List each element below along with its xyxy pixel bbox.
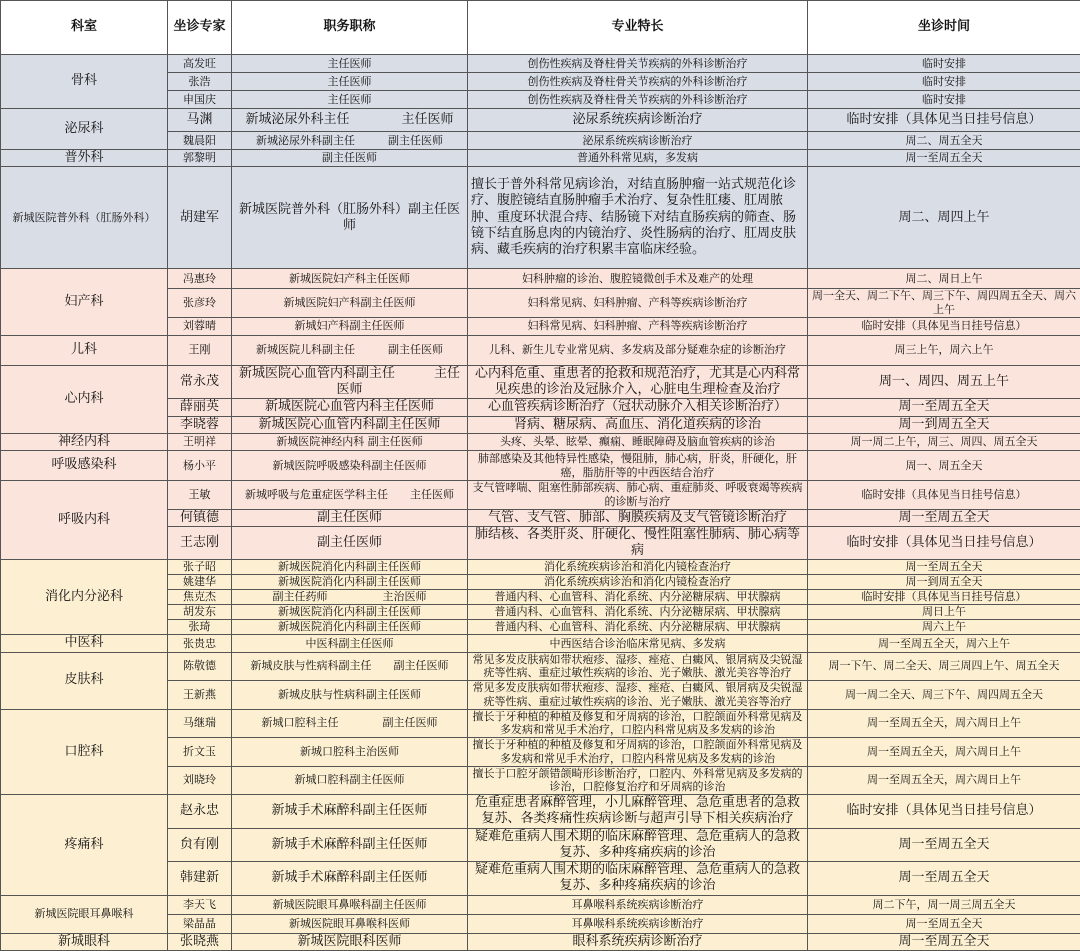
specialty-cell: 擅长于牙种植的种植及修复和牙周病的诊治，口腔颌面外科常见病及多发病和常见手术治疗，口腔内科常见病及多发病的诊治: [468, 738, 808, 767]
table-row: [1, 365, 1080, 399]
position-title-cell: 新城皮肤与性病科副主任 副主任医师: [232, 652, 468, 681]
expert-name-cell: 王明祥: [168, 433, 232, 450]
table-row: [1, 795, 1080, 829]
department-cell: 妇产科: [1, 269, 168, 336]
table-row: [1, 269, 1080, 289]
position-title-cell: 新城医院消化内科副主任医师: [232, 575, 468, 590]
department-cell: 新城医院普外科（肛肠外科）: [1, 167, 168, 269]
department-cell: 新城医院眼耳鼻喉科: [1, 895, 168, 933]
position-title-cell: 新城医院神经内科 副主任医师: [232, 433, 468, 450]
table-row: [1, 150, 1080, 167]
department-cell: 儿科: [1, 335, 168, 365]
position-title-cell: 新城口腔科副主任医师: [232, 766, 468, 795]
expert-name-cell: 张浩: [168, 73, 232, 91]
schedule-time-cell: 临时安排（具体见当日挂号信息）: [808, 481, 1080, 510]
expert-name-cell: 高发旺: [168, 55, 232, 73]
expert-name-cell: 张彦玲: [168, 289, 232, 318]
header-title: 职务职称: [232, 1, 468, 55]
expert-name-cell: 王志刚: [168, 526, 232, 560]
department-cell: 呼吸内科: [1, 481, 168, 560]
department-cell: 疼痛科: [1, 795, 168, 896]
specialty-cell: 常见多发皮肤病如带状疱疹、湿疹、痤疮、白癜风、银屑病及尖锐湿疣等性病、重症过敏性疾病的诊治、光子嫩肤、激光美容等治疗: [468, 652, 808, 681]
table-row: [1, 167, 1080, 269]
specialty-cell: 耳鼻喉科系统疾病诊断治疗: [468, 914, 808, 933]
table-row: [1, 709, 1080, 738]
schedule-time-cell: 周一到周五全天: [808, 416, 1080, 433]
schedule-time-cell: 临时安排（具体见当日挂号信息）: [808, 526, 1080, 560]
specialty-cell: 擅长于普外科常见病诊治，对结直肠肿瘤一站式规范化诊疗、腹腔镜结直肠肿瘤手术治疗、复杂性肛瘘、肛周脓肿、重度环状混合痔、结肠镜下对结直肠疾病的筛查、肠镜下结直肠息肉的内镜治疗、炎性肠病的治疗、肛周皮肤病、藏毛疾病的治疗积累丰富临床经验。: [468, 167, 808, 269]
expert-name-cell: 刘蓉晴: [168, 317, 232, 335]
expert-name-cell: 张琦: [168, 620, 232, 635]
expert-name-cell: 李晓蓉: [168, 416, 232, 433]
position-title-cell: 新城妇产科副主任医师: [232, 317, 468, 335]
position-title-cell: 新城医院普外科（肛肠外科）副主任医师: [232, 167, 468, 269]
schedule-time-cell: 周二、周日上午: [808, 269, 1080, 289]
specialty-cell: 儿科、新生儿专业常见病、多发病及部分疑难杂症的诊断治疗: [468, 335, 808, 365]
position-title-cell: 副主任医师: [232, 150, 468, 167]
schedule-time-cell: 周一至周五全天: [808, 933, 1080, 950]
expert-name-cell: 折文玉: [168, 738, 232, 767]
position-title-cell: 新城医院心血管内科主任医师: [232, 399, 468, 416]
expert-name-cell: 赵永忠: [168, 795, 232, 829]
expert-name-cell: 陈敬德: [168, 652, 232, 681]
table-row: [1, 481, 1080, 510]
table-row: [1, 933, 1080, 950]
position-title-cell: 新城医院眼科医师: [232, 933, 468, 950]
specialty-cell: 普通内科、心血管科、消化系统、内分泌糖尿病、甲状腺病: [468, 620, 808, 635]
specialty-cell: 危重症患者麻醉管理，小儿麻醉管理、急危重患者的急救复苏、各类疼痛性疾病诊断与超声引导下相关疾病治疗: [468, 795, 808, 829]
department-cell: 呼吸感染科: [1, 451, 168, 481]
position-title-cell: 新城口腔科主治医师: [232, 738, 468, 767]
expert-name-cell: 郭黎明: [168, 150, 232, 167]
position-title-cell: 新城医院呼吸感染科副主任医师: [232, 451, 468, 481]
department-cell: 口腔科: [1, 709, 168, 795]
specialty-cell: 肺结核、各类肝炎、肝硬化、慢性阻塞性肺病、肺心病等病: [468, 526, 808, 560]
specialty-cell: 疑难危重病人围术期的临床麻醉管理、急危重病人的急救复苏、多种疼痛疾病的诊治: [468, 862, 808, 896]
position-title-cell: 新城医院消化内科副主任医师: [232, 560, 468, 575]
specialty-cell: 疑难危重病人围术期的临床麻醉管理、急危重病人的急救复苏、多种疼痛疾病的诊治: [468, 828, 808, 862]
schedule-time-cell: 周一至周五全天: [808, 862, 1080, 896]
specialty-cell: 妇科常见病、妇科肿瘤、产科等疾病诊断治疗: [468, 289, 808, 318]
table-row: [1, 433, 1080, 450]
specialty-cell: 普通内科、心血管科、消化系统、内分泌糖尿病、甲状腺病: [468, 605, 808, 620]
schedule-time-cell: 周二下午，周一周三周五全天: [808, 895, 1080, 914]
expert-name-cell: 马渊: [168, 109, 232, 132]
header-specialty: 专业特长: [468, 1, 808, 55]
specialty-cell: 中西医结合诊治临床常见病、多发病: [468, 635, 808, 652]
department-cell: 消化内分泌科: [1, 560, 168, 635]
position-title-cell: 新城泌尿外科副主任 副主任医师: [232, 132, 468, 150]
expert-name-cell: 王刚: [168, 335, 232, 365]
table-row: [1, 109, 1080, 132]
specialty-cell: 心血管疾病诊断治疗（冠状动脉介入相关诊断治疗）: [468, 399, 808, 416]
specialty-cell: 泌尿系统疾病诊断治疗: [468, 109, 808, 132]
schedule-time-cell: 周一至周五全天: [808, 509, 1080, 526]
schedule-time-cell: 周一全天、周二下午、周三下午、周四周五全天、周六上午: [808, 289, 1080, 318]
schedule-time-cell: 周一至周五全天，周六周日上午: [808, 738, 1080, 767]
schedule-time-cell: 临时安排（具体见当日挂号信息）: [808, 317, 1080, 335]
position-title-cell: 新城医院消化内科副主任医师: [232, 620, 468, 635]
schedule-time-cell: 周日上午: [808, 605, 1080, 620]
header-expert: 坐诊专家: [168, 1, 232, 55]
expert-name-cell: 贠有刚: [168, 828, 232, 862]
table-row: [1, 560, 1080, 575]
specialty-cell: 消化系统疾病诊治和消化内镜检查治疗: [468, 575, 808, 590]
schedule-time-cell: 临时安排（具体见当日挂号信息）: [808, 109, 1080, 132]
position-title-cell: 新城医院心血管内科副主任 主任医师: [232, 365, 468, 399]
expert-name-cell: 冯惠玲: [168, 269, 232, 289]
expert-name-cell: 王新燕: [168, 681, 232, 710]
table-row: [1, 55, 1080, 73]
schedule-time-cell: 周六上午: [808, 620, 1080, 635]
expert-name-cell: 申国庆: [168, 91, 232, 109]
expert-name-cell: 王敏: [168, 481, 232, 510]
table-row: [1, 335, 1080, 365]
position-title-cell: 新城口腔科主任 副主任医师: [232, 709, 468, 738]
department-cell: 新城眼科: [1, 933, 168, 950]
table-row: [1, 635, 1080, 652]
expert-name-cell: 常永茂: [168, 365, 232, 399]
position-title-cell: 新城手术麻醉科副主任医师: [232, 862, 468, 896]
specialty-cell: 泌尿系统疾病诊断治疗: [468, 132, 808, 150]
specialty-cell: 擅长于牙种植的种植及修复和牙周病的诊治，口腔颌面外科常见病及多发病和常见手术治疗，口腔内科常见病及多发病的诊治: [468, 709, 808, 738]
specialty-cell: 妇科常见病、妇科肿瘤、产科等疾病诊断治疗: [468, 317, 808, 335]
position-title-cell: 副主任药师 主治医师: [232, 590, 468, 605]
expert-name-cell: 马继瑞: [168, 709, 232, 738]
schedule-time-cell: 周一、周五全天: [808, 451, 1080, 481]
position-title-cell: 新城医院眼耳鼻喉科医师: [232, 914, 468, 933]
position-title-cell: 副主任医师: [232, 526, 468, 560]
department-cell: 心内科: [1, 365, 168, 433]
specialty-cell: 常见多发皮肤病如带状疱疹、湿疹、痤疮、白癜风、银屑病及尖锐湿疣等性病、重症过敏性疾病的诊治、光子嫩肤、激光美容等治疗: [468, 681, 808, 710]
specialty-cell: 创伤性疾病及脊柱骨关节疾病的外科诊断治疗: [468, 55, 808, 73]
department-cell: 泌尿科: [1, 109, 168, 150]
schedule-time-cell: 周一至周五全天: [808, 560, 1080, 575]
specialty-cell: 心内科危重、重患者的抢救和规范治疗，尤其是心内科常见疾患的诊治及冠脉介入，心脏电生理检查及治疗: [468, 365, 808, 399]
department-cell: 中医科: [1, 635, 168, 652]
table-row: [1, 895, 1080, 914]
specialty-cell: 支气管哮喘、阻塞性肺部疾病、肺心病、重症肺炎、呼吸衰竭等疾病的诊断与治疗: [468, 481, 808, 510]
schedule-time-cell: 临时安排（具体见当日挂号信息）: [808, 795, 1080, 829]
department-cell: 皮肤科: [1, 652, 168, 709]
schedule-time-cell: 临时安排（具体见当日挂号信息）: [808, 590, 1080, 605]
department-cell: 普外科: [1, 150, 168, 167]
schedule-time-cell: 周一周二上午，周三、周四、周五全天: [808, 433, 1080, 450]
position-title-cell: 新城手术麻醉科副主任医师: [232, 795, 468, 829]
position-title-cell: 新城呼吸与危重症医学科主任 主任医师: [232, 481, 468, 510]
expert-name-cell: 张贵忠: [168, 635, 232, 652]
table-row: [1, 451, 1080, 481]
specialty-cell: 眼科系统疾病诊断治疗: [468, 933, 808, 950]
position-title-cell: 中医科副主任医师: [232, 635, 468, 652]
schedule-time-cell: 周一至周五全天: [808, 399, 1080, 416]
position-title-cell: 新城皮肤与性病科副主任医师: [232, 681, 468, 710]
table-row: [1, 652, 1080, 681]
expert-name-cell: 胡建军: [168, 167, 232, 269]
expert-name-cell: 姚建华: [168, 575, 232, 590]
schedule-time-cell: 周一至周五全天: [808, 150, 1080, 167]
schedule-time-cell: 临时安排: [808, 91, 1080, 109]
specialty-cell: 消化系统疾病诊治和消化内镜检查治疗: [468, 560, 808, 575]
expert-name-cell: 李天飞: [168, 895, 232, 914]
header-row: [1, 1, 1080, 55]
schedule-body: [1, 55, 1080, 951]
header-department: 科室: [1, 1, 168, 55]
specialty-cell: 创伤性疾病及脊柱骨关节疾病的外科诊断治疗: [468, 91, 808, 109]
expert-name-cell: 张晓燕: [168, 933, 232, 950]
expert-name-cell: 刘晓玲: [168, 766, 232, 795]
position-title-cell: 主任医师: [232, 91, 468, 109]
specialty-cell: 肾病、糖尿病、高血压、消化道疾病的诊治: [468, 416, 808, 433]
department-cell: 神经内科: [1, 433, 168, 450]
expert-name-cell: 薛丽英: [168, 399, 232, 416]
specialty-cell: 妇科肿瘤的诊治、腹腔镜微创手术及难产的处理: [468, 269, 808, 289]
position-title-cell: 新城手术麻醉科副主任医师: [232, 828, 468, 862]
expert-name-cell: 韩建新: [168, 862, 232, 896]
schedule-time-cell: 周一到周五全天: [808, 575, 1080, 590]
position-title-cell: 新城医院妇产科副主任医师: [232, 289, 468, 318]
specialty-cell: 创伤性疾病及脊柱骨关节疾病的外科诊断治疗: [468, 73, 808, 91]
position-title-cell: 副主任医师: [232, 509, 468, 526]
specialty-cell: 耳鼻喉科系统疾病诊断治疗: [468, 895, 808, 914]
specialty-cell: 头疼、头晕、眩晕、癫痫、睡眠障碍及脑血管疾病的诊治: [468, 433, 808, 450]
schedule-time-cell: 临时安排: [808, 73, 1080, 91]
expert-name-cell: 魏晨阳: [168, 132, 232, 150]
specialty-cell: 擅长于口腔牙颌错颌畸形诊断治疗，口腔内、外科常见病及多发病的诊治，口腔修复治疗和牙周病的诊治: [468, 766, 808, 795]
schedule-time-cell: 周一下午、周二全天、周三周四上午、周五全天: [808, 652, 1080, 681]
schedule-time-cell: 周一至周五全天: [808, 914, 1080, 933]
expert-name-cell: 杨小平: [168, 451, 232, 481]
schedule-time-cell: 周三上午，周六上午: [808, 335, 1080, 365]
expert-name-cell: 张子昭: [168, 560, 232, 575]
department-cell: 骨科: [1, 55, 168, 109]
expert-name-cell: 胡发东: [168, 605, 232, 620]
position-title-cell: 新城医院眼耳鼻喉科副主任医师: [232, 895, 468, 914]
position-title-cell: 新城医院心血管内科副主任医师: [232, 416, 468, 433]
expert-name-cell: 何镇德: [168, 509, 232, 526]
position-title-cell: 新城医院消化内科副主任医师: [232, 605, 468, 620]
expert-name-cell: 焦克杰: [168, 590, 232, 605]
schedule-time-cell: 周一至周五全天，周六上午: [808, 635, 1080, 652]
specialty-cell: 气管、支气管、肺部、胸膜疾病及支气管镜诊断治疗: [468, 509, 808, 526]
schedule-time-cell: 周一、周四、周五上午: [808, 365, 1080, 399]
specialty-cell: 肺部感染及其他特异性感染，慢阻肺，肺心病，肝炎，肝硬化，肝癌，脂肪肝等的中西医结合治疗: [468, 451, 808, 481]
schedule-time-cell: 周二、周五全天: [808, 132, 1080, 150]
position-title-cell: 新城泌尿外科主任 主任医师: [232, 109, 468, 132]
schedule-time-cell: 周二、周四上午: [808, 167, 1080, 269]
schedule-time-cell: 周一至周五全天，周六周日上午: [808, 709, 1080, 738]
position-title-cell: 主任医师: [232, 73, 468, 91]
specialty-cell: 普通内科、心血管科、消化系统、内分泌糖尿病、甲状腺病: [468, 590, 808, 605]
specialty-cell: 普通外科常见病，多发病: [468, 150, 808, 167]
schedule-time-cell: 周一至周五全天: [808, 828, 1080, 862]
position-title-cell: 主任医师: [232, 55, 468, 73]
schedule-time-cell: 临时安排: [808, 55, 1080, 73]
position-title-cell: 新城医院儿科副主任 副主任医师: [232, 335, 468, 365]
schedule-time-cell: 周一周二全天、周三下午、周四周五全天: [808, 681, 1080, 710]
schedule-time-cell: 周一至周五全天，周六周日上午: [808, 766, 1080, 795]
position-title-cell: 新城医院妇产科主任医师: [232, 269, 468, 289]
expert-name-cell: 梁晶晶: [168, 914, 232, 933]
header-schedule: 坐诊时间: [808, 1, 1080, 55]
